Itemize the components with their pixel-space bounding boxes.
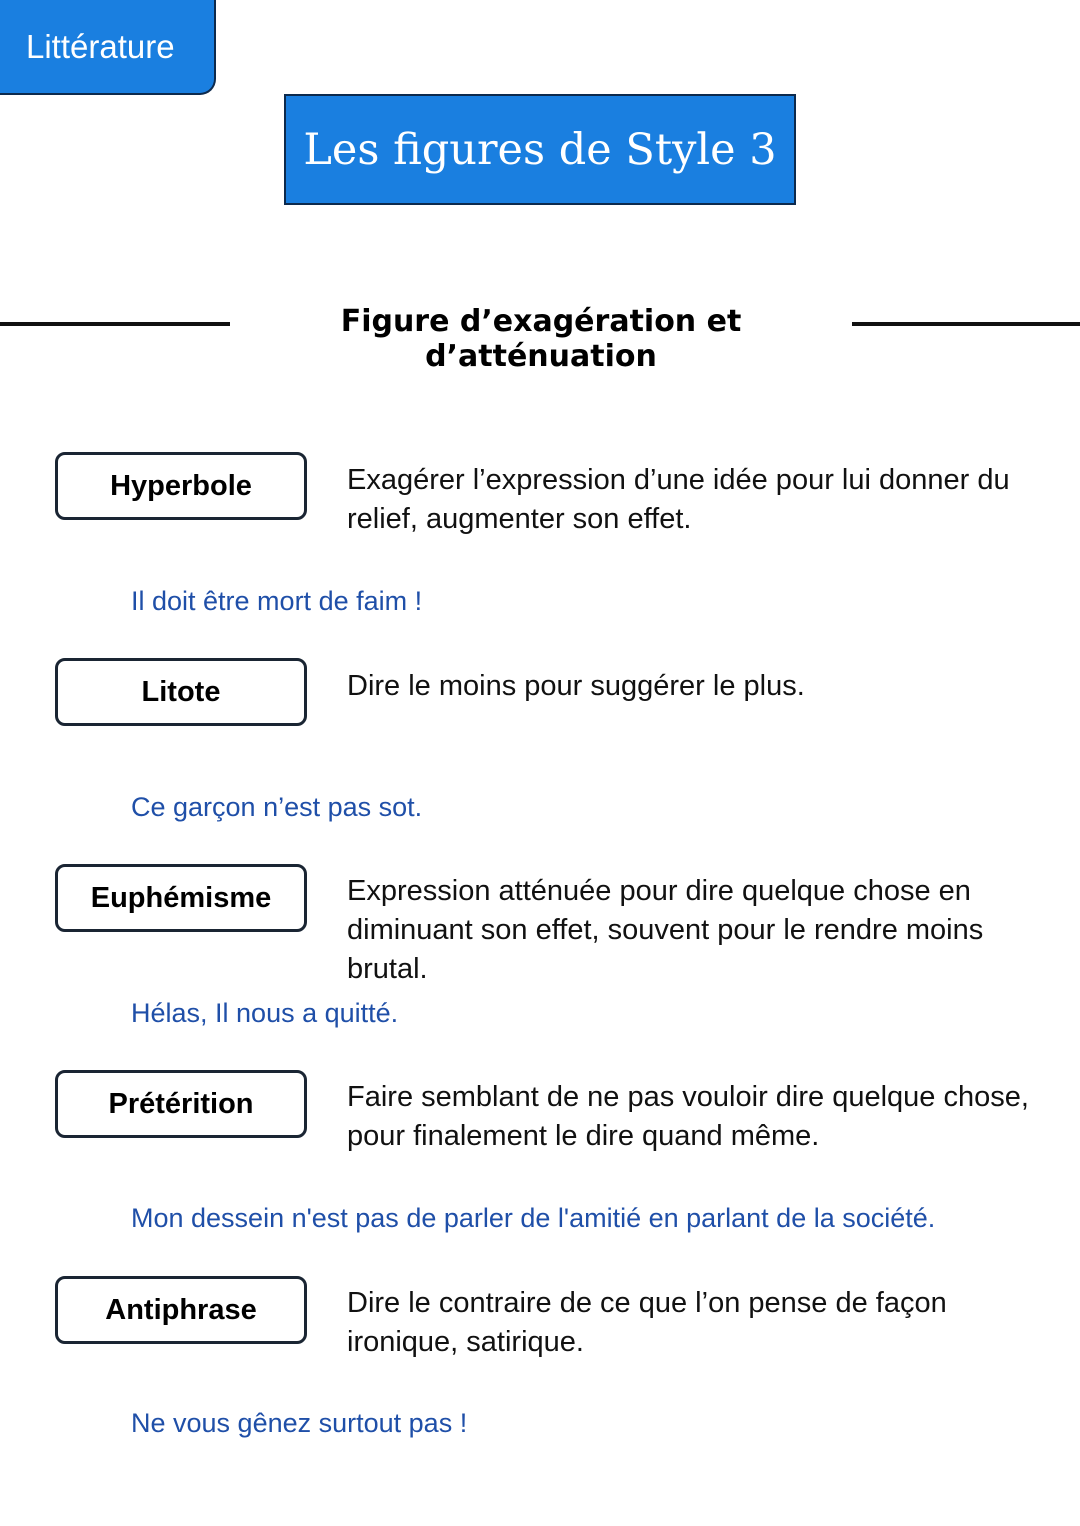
term-box-antiphrase: Antiphrase [55, 1276, 307, 1344]
heading-rule-right [852, 322, 1080, 326]
example-preterition: Mon dessein n'est pas de parler de l'amitié en parlant de la société. [131, 1203, 936, 1233]
example-antiphrase: Ne vous gênez surtout pas ! [131, 1408, 468, 1438]
example-hyperbole: Il doit être mort de faim ! [131, 586, 423, 616]
definition-antiphrase: Dire le contraire de ce que l’on pense de façon ironique, satirique. [347, 1287, 947, 1358]
section-heading: Figure d’exagération et d’atténuation [340, 304, 742, 374]
definition-hyperbole: Exagérer l’expression d’une idée pour lui donner du relief, augmenter son effet. [347, 464, 1010, 535]
term-box-euphemisme: Euphémisme [55, 864, 307, 932]
definition-litote: Dire le moins pour suggérer le plus. [347, 670, 805, 702]
example-euphemisme: Hélas, Il nous a quitté. [131, 998, 399, 1028]
term-box-hyperbole: Hyperbole [55, 452, 307, 520]
subject-tab: Littérature [0, 0, 216, 95]
example-litote: Ce garçon n’est pas sot. [131, 792, 423, 822]
definition-euphemisme: Expression atténuée pour dire quelque chose en diminuant son effet, souvent pour le rendre moins brutal. [347, 875, 984, 985]
page-title: Les figures de Style 3 [284, 94, 796, 205]
term-box-litote: Litote [55, 658, 307, 726]
heading-rule-left [0, 322, 230, 326]
definition-preterition: Faire semblant de ne pas vouloir dire quelque chose, pour finalement le dire quand même. [347, 1081, 1029, 1152]
term-box-preterition: Prétérition [55, 1070, 307, 1138]
